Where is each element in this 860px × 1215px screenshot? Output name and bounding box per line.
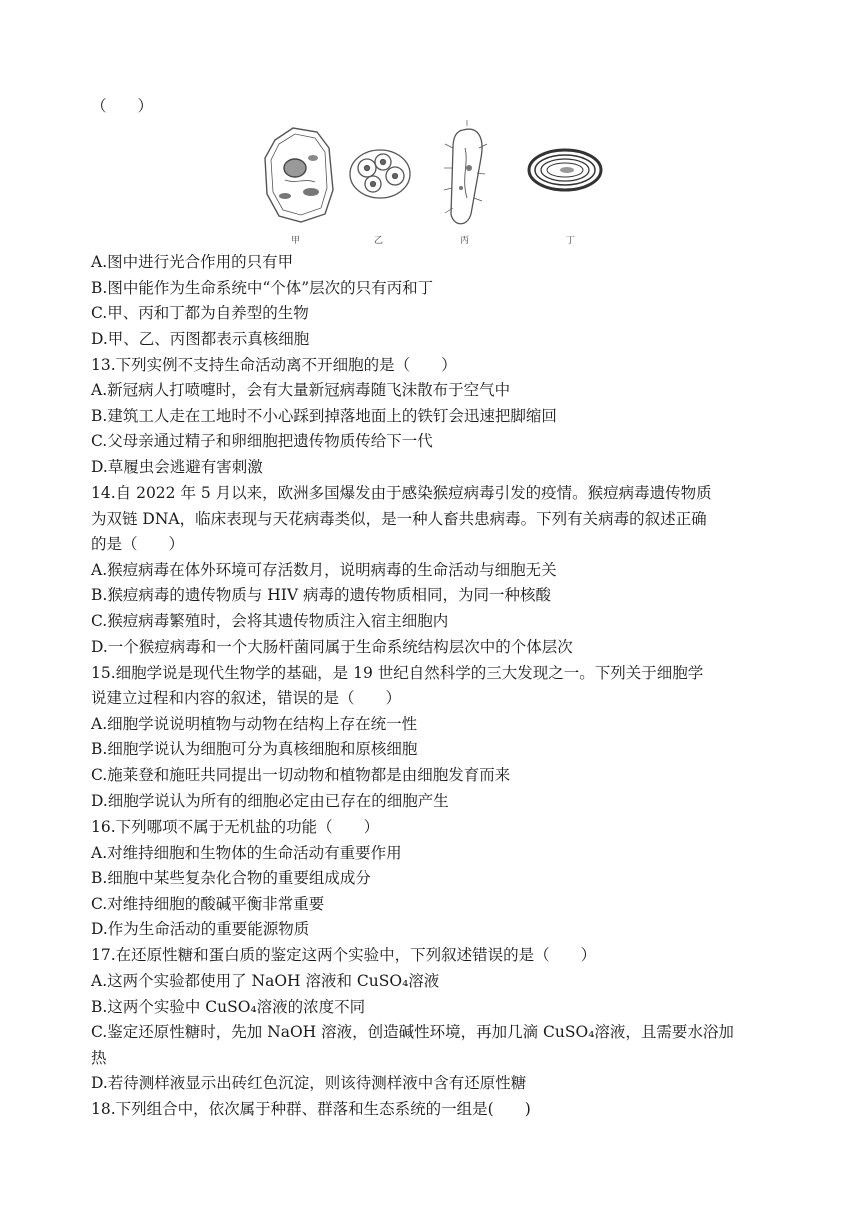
option-b: B.图中能作为生命系统中“个体”层次的只有丙和丁	[91, 279, 434, 297]
elongated-cell-image	[444, 120, 487, 224]
figure-label-ding: 丁	[566, 236, 576, 246]
answer-blank: （ ）	[91, 97, 154, 115]
option-c: C.甲、丙和丁都为自养型的生物	[91, 304, 309, 322]
question-16: 16.下列哪项不属于无机盐的功能（ ）	[91, 818, 380, 836]
option-d: D.细胞学说认为所有的细胞必定由已存在的细胞产生	[91, 792, 449, 810]
question-18: 18.下列组合中，依次属于种群、群落和生态系统的一组是( )	[91, 1100, 531, 1118]
figure-label-jia: 甲	[291, 236, 301, 246]
question-17: 17.在还原性糖和蛋白质的鉴定这两个实验中，下列叙述错误的是（ ）	[91, 946, 597, 964]
option-a: A.对维持细胞和生物体的生命活动有重要作用	[91, 844, 402, 862]
option-b: B.细胞学说认为细胞可分为真核细胞和原核细胞	[91, 740, 418, 758]
question-15: 15.细胞学说是现代生物学的基础，是 19 世纪自然科学的三大发现之一。下列关于细胞学	[91, 664, 704, 682]
option-b: B.细胞中某些复杂化合物的重要组成成分	[91, 869, 371, 887]
option-c: C.猴痘病毒繁殖时，会将其遗传物质注入宿主细胞内	[91, 612, 449, 630]
option-c-cont: 热	[91, 1049, 107, 1067]
option-a: A.新冠病人打喷嚏时，会有大量新冠病毒随飞沫散布于空气中	[91, 381, 511, 399]
option-a: A.猴痘病毒在体外环境可存活数月，说明病毒的生命活动与细胞无关	[91, 561, 557, 579]
option-a: A.细胞学说说明植物与动物在结构上存在统一性	[91, 715, 418, 733]
option-d: D.若待测样液显示出砖红色沉淀，则该待测样液中含有还原性糖	[91, 1074, 527, 1092]
oval-cell-image	[529, 150, 601, 190]
option-c: C.鉴定还原性糖时，先加 NaOH 溶液，创造碱性环境，再加几滴 CuSO₄溶液，且需要水浴加	[91, 1023, 734, 1041]
option-d: D.一个猴痘病毒和一个大肠杆菌同属于生命系统结构层次中的个体层次	[91, 638, 573, 656]
question-14-cont: 为双链 DNA，临床表现与天花病毒类似，是一种人畜共患病毒。下列有关病毒的叙述正确	[91, 510, 707, 528]
option-c: C.对维持细胞的酸碱平衡非常重要	[91, 895, 325, 913]
question-15-cont: 说建立过程和内容的叙述，错误的是（ ）	[91, 689, 402, 707]
option-a: A.图中进行光合作用的只有甲	[91, 253, 294, 271]
option-a: A.这两个实验都使用了 NaOH 溶液和 CuSO₄溶液	[91, 972, 440, 990]
option-b: B.建筑工人走在工地时不小心踩到掉落地面上的铁钉会迅速把脚缩回	[91, 407, 557, 425]
question-13: 13.下列实例不支持生命活动离不开细胞的是（ ）	[91, 356, 457, 374]
option-c: C.施莱登和施旺共同提出一切动物和植物都是由细胞发育而来	[91, 766, 511, 784]
animal-cells-image	[350, 150, 410, 198]
option-b: B.这两个实验中 CuSO₄溶液的浓度不同	[91, 998, 366, 1016]
option-d: D.作为生命活动的重要能源物质	[91, 920, 310, 938]
option-c: C.父母亲通过精子和卵细胞把遗传物质传给下一代	[91, 432, 433, 450]
question-14: 14.自 2022 年 5 月以来，欧洲多国爆发由于感染猴痘病毒引发的疫情。猴痘病毒遗传物质	[91, 484, 712, 502]
figure-label-yi: 乙	[374, 236, 384, 246]
option-b: B.猴痘病毒的遗传物质与 HIV 病毒的遗传物质相同，为同一种核酸	[91, 586, 552, 604]
plant-cell-image	[265, 128, 333, 222]
option-d: D.草履虫会逃避有害刺激	[91, 458, 263, 476]
question-14-cont: 的是（ ）	[91, 535, 185, 553]
cell-diagram-figure	[255, 118, 615, 250]
figure-label-bing: 丙	[460, 236, 470, 246]
option-d: D.甲、乙、丙图都表示真核细胞	[91, 330, 310, 348]
